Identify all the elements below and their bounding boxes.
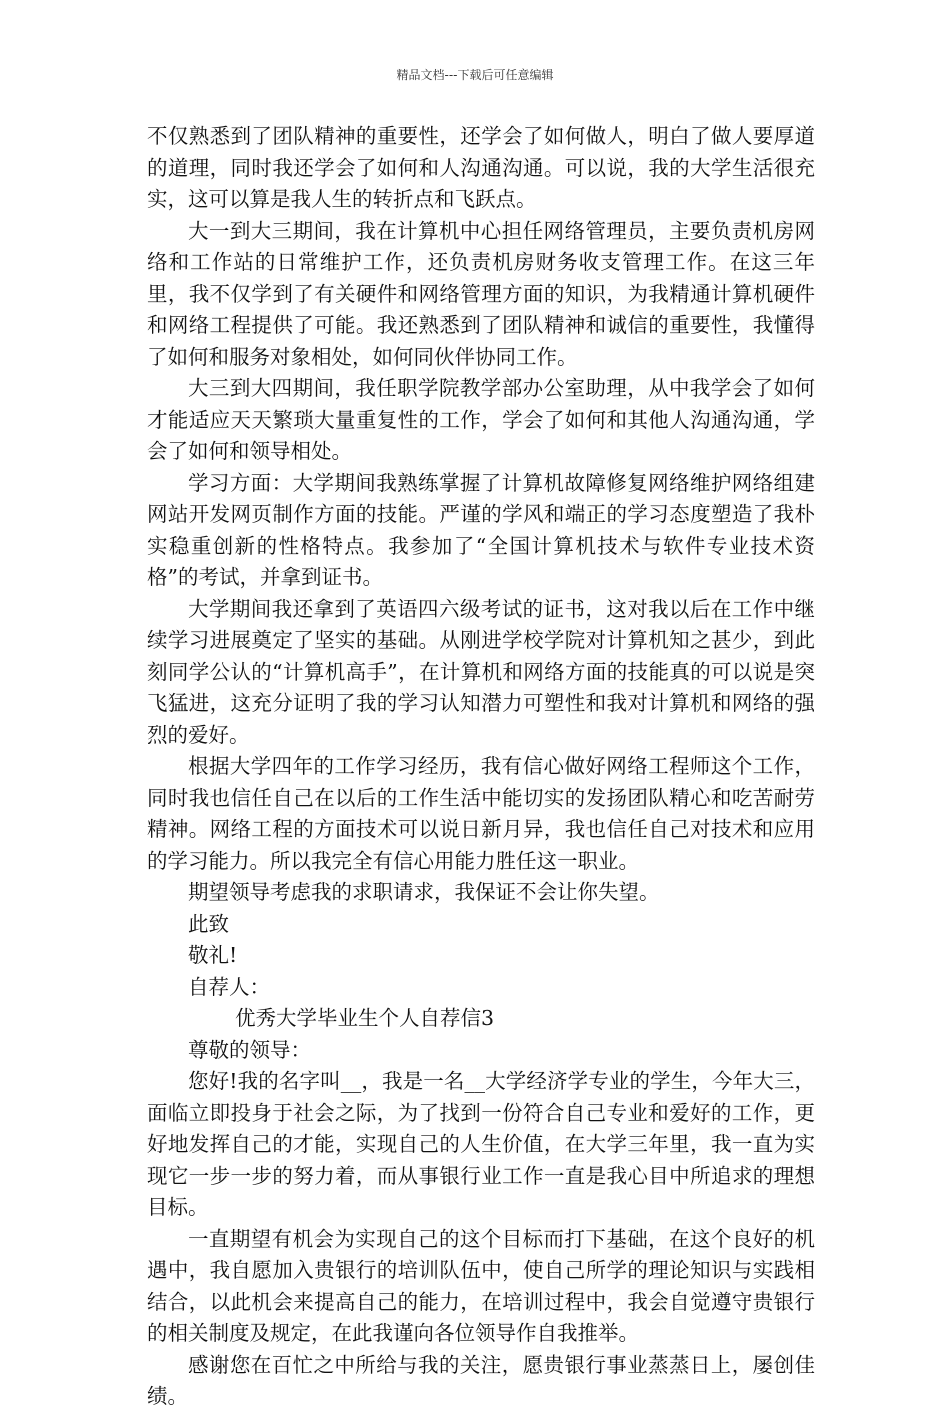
paragraph-request: 期望领导考虑我的求职请求，我保证不会让你失望。 <box>188 880 660 904</box>
paragraph-study: 学习方面：大学期间我熟练掌握了计算机故障修复网络维护网络组建网站开发网页制作方面的技能。严谨的学风和端正的学习态度塑造了我朴实稳重创新的性格特点。我参加了“全国计算机技术与软件专业技术资格”的考试，并拿到证书。 <box>147 470 815 589</box>
document-body <box>147 121 815 1413</box>
paragraph-certificates: 大学期间我还拿到了英语四六级考试的证书，这对我以后在工作中继续学习进展奠定了坚实的基础。从刚进学校学院对计算机知之甚少，到此刻同学公认的“计算机高手”，在计算机和网络方面的技能真的可以说是突飞猛进，这充分证明了我的学习认知潜力可塑性和我对计算机和网络的强烈的爱好。 <box>147 596 815 747</box>
paragraph-office-assistant: 大三到大四期间，我任职学院教学部办公室助理，从中我学会了如何才能适应天天繁琐大量重复性的工作，学会了如何和其他人沟通沟通，学会了如何和领导相处。 <box>147 376 815 463</box>
section-title: 优秀大学毕业生个人自荐信3 <box>235 1006 495 1030</box>
paragraph-thanks: 感谢您在百忙之中所给与我的关注，愿贵银行事业蒸蒸日上，屡创佳绩。 <box>147 1352 815 1408</box>
paragraph-network-admin: 大一到大三期间，我在计算机中心担任网络管理员，主要负责机房网络和工作站的日常维护工作，还负责机房财务收支管理工作。在这三年里，我不仅学到了有关硬件和网络管理方面的知识，为我精通计算机硬件和网络工程提供了可能。我还熟悉到了团队精神和诚信的重要性，我懂得了如何和服务对象相处，如何同伙伴协同工作。 <box>147 218 815 369</box>
paragraph-confidence: 根据大学四年的工作学习经历，我有信心做好网络工程师这个工作，同时我也信任自己在以后的工作生活中能切实的发扬团队精心和吃苦耐劳精神。网络工程的方面技术可以说日新月异，我也信任自己对技术和应用的学习能力。所以我完全有信心用能力胜任这一职业。 <box>147 754 815 873</box>
closing-cizhi: 此致 <box>188 911 229 936</box>
signature-label: 自荐人： <box>188 974 270 999</box>
paragraph-introduction: 您好!我的名字叫__，我是一名__大学经济学专业的学生，今年大三，面临立即投身于社会之际，为了找到一份符合自己专业和爱好的工作，更好地发挥自己的才能，实现自己的人生价值，在大学三年里，我一直为实现它一步一步的努力着，而从事银行业工作一直是我心目中所追求的理想目标。 <box>147 1069 815 1219</box>
salutation: 尊敬的领导： <box>188 1037 311 1062</box>
paragraph-continuation: 不仅熟悉到了团队精神的重要性，还学会了如何做人，明白了做人要厚道的道理，同时我还学会了如何和人沟通沟通。可以说，我的大学生活很充实，这可以算是我人生的转折点和飞跃点。 <box>147 124 815 211</box>
closing-jingli: 敬礼! <box>188 943 238 967</box>
page-header: 精品文档---下载后可任意编辑 <box>396 68 554 82</box>
paragraph-training: 一直期望有机会为实现自己的这个目标而打下基础，在这个良好的机遇中，我自愿加入贵银行的培训队伍中，使自己所学的理论知识与实践相结合，以此机会来提高自己的能力，在培训过程中，我会自觉遵守贵银行的相关制度及规定，在此我谨向各位领导作自我推举。 <box>147 1226 815 1345</box>
